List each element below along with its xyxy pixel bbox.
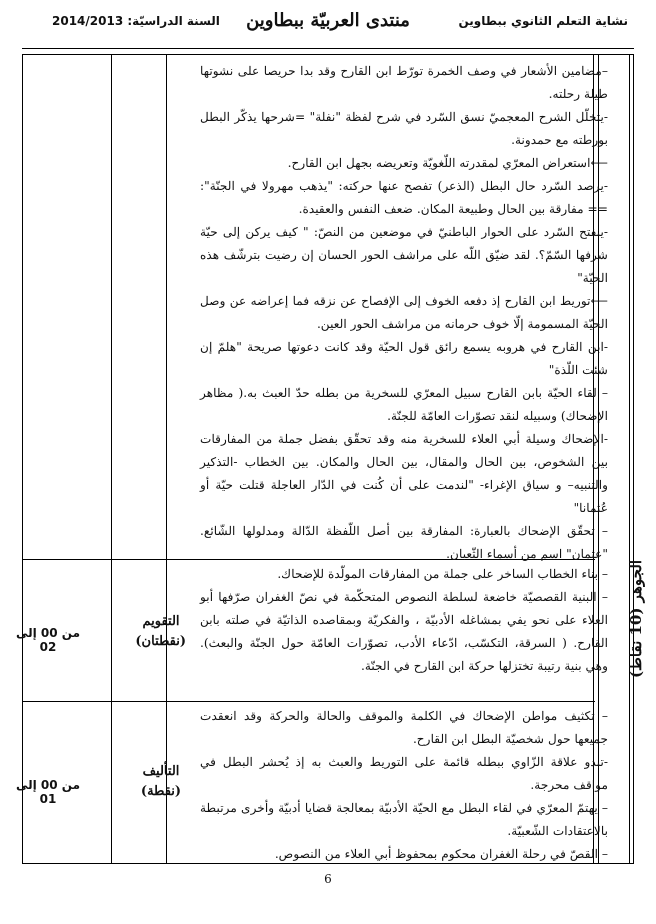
score-range: من 00 إلى 01 (15, 778, 81, 806)
criterion-column (111, 55, 166, 863)
page-number: 6 (324, 872, 332, 886)
row-content (200, 563, 608, 678)
header-rule (22, 48, 634, 49)
content-line: – يهتمّ المعرّي في لقاء البطل مع الحيّة الأدبيّة بمعالجة قضايا أدبيّة وأخرى مرتبطة بالاعتقادات الشّعبيّة. (200, 801, 608, 838)
criterion-label: التقويم (نقطتان) (135, 614, 186, 649)
content-line: – بناء الخطاب الساخر على جملة من المفارقات المولّدة للإضحاك. (277, 567, 608, 581)
criterion-label: التأليف (نقطة) (140, 764, 182, 799)
content-line: -تبدو علاقة الزّاوي ببطله قائمة على التوريط والعبث به إذ يُحشر البطل في مواقف محرجة. (200, 755, 608, 792)
content-line: ⟵استعراض المعرّي لمقدرته اللّغويّة وتعريضه بجهل ابن القارح. (287, 156, 608, 170)
section-label: الجوهر (10 نقاط) (627, 559, 645, 679)
content-line: – تحقّق الإضحاك بالعبارة: المفارقة بين أصل اللّفظة الدّالة ومدلولها الشّائع. "عثمان" اسم من أسماء الثّعبان. (200, 524, 608, 561)
content-line: – تكثيف مواطن الإضحاك في الكلمة والموقف والحالة والحركة وقد انعقدت جميعها حول شخصيّة البطل ابن القارح. (200, 709, 608, 746)
page-header (0, 0, 656, 54)
score-range: من 00 إلى 02 (15, 626, 81, 654)
content-line: – البنية القصصيّة خاضعة لسلطة النصوص المتحكّمة في نصّ الغفران صرّفها أبو العلاء على نحو يفي بمشاغله الأدبيّة ، والفكريّة وبمقاصده الذاتيّة في صلته بابن القارح. ( السرقة، التكسّب، ادّعاء الأدب، تصوّرات العامّة حول الجنّة والبعث). وهي بنية رتيبة تختزلها حركة ابن القارح في الجنّة. (200, 590, 608, 673)
score-column (23, 55, 113, 863)
header-title: منتدى العربيّة ببطاوين (246, 10, 410, 31)
section-label-cell (620, 504, 652, 734)
header-year: السنة الدراسيّة: 2014/2013 (52, 14, 220, 28)
header-school: نشاية التعلم الثانوي ببطاوين (458, 14, 628, 28)
content-line: –مضامين الأشعار في وصف الخمرة تورّط ابن القارح وقد بدا حريصا على نشوتها طيلة رحلته. (200, 64, 608, 101)
content-line: -يتخلّل الشرح المعجميّ نسق السّرد في شرح لفظة "نفلة" =شرحها يذكّر البطل بورطته مع حمدونة. (200, 110, 608, 147)
content-line: -الإضحاك وسيلة أبي العلاء للسخرية منه وقد تحقّق بفضل جملة من المفارقات بين الشخوص، بين الحال والمقال، بين الحال والمكان. بين الخطاب -التذكير والتنبيه– و سياق الإغراء- "لندمت على أن كُنت في الدّار العاجلة قتلت حيّة أو عُثمانا" (200, 432, 608, 515)
content-line: -ينفتح السّرد على الحوار الباطنيّ في موضعين من النصّ: " كيف يركن إلى حيّة شرفها السّمّ؟. لقد ضيّق اللّه على مراشف الحور الحسان إن رضيت بترشّف هذه الحيّة" (200, 225, 608, 285)
content-line: – لقاء الحيّة بابن القارح سبيل المعرّي للسخرية من بطله حدّ العبث به.( مظاهر الإضحاك) وسبيله لنقد تصوّرات العامّة للجنّة. (200, 386, 608, 423)
content-line: – القصّ في رحلة الغفران محكوم بمحفوظ أبي العلاء من النصوص. (274, 847, 608, 861)
row-content (200, 705, 608, 866)
content-line: ⟵توريط ابن القارح إذ دفعه الخوف إلى الإفصاح عن نزقه فما إعراضه عن وصل الحيّة المسمومة إلّا خوف حرمانه من مراشف الحور العين. (200, 294, 608, 331)
row-content (200, 60, 608, 566)
row-divider (23, 701, 595, 702)
content-line: -يرصد السّرد حال البطل (الذعر) تفصح عنها حركته: "يذهب مهرولا في الجنّة": == مفارقة بين الحال وطبيعة المكان. ضعف النفس والعقيدة. (200, 179, 608, 216)
content-line: -ابن القارح في هروبه يسمع رائق قول الحيّة وقد كانت دعوتها صريحة "هلمّ إن شئت اللّذة" (200, 340, 608, 377)
